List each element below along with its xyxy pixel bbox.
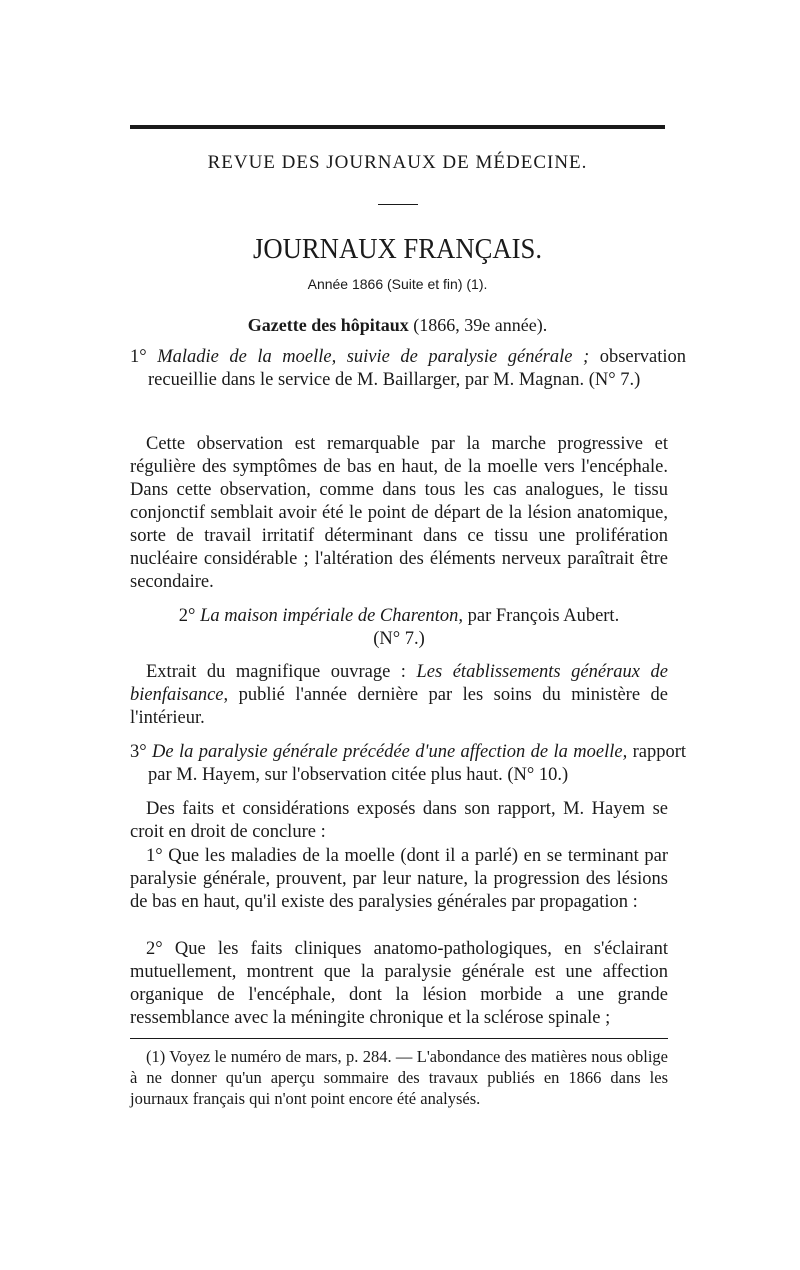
item1-rest: observation recueillie dans le service de M. Baillarger, par M. Magnan. (N° 7.) — [148, 347, 687, 390]
item2-body-end: , publié l'année dernière par les soins du ministère de l'intérieur. — [130, 685, 668, 728]
gazette-name: Gazette des hôpitaux — [247, 315, 409, 335]
item2-ref: (N° 7.) — [373, 629, 425, 649]
year-line: Année 1866 (Suite et fin) (1). — [307, 276, 488, 292]
item2-heading — [130, 605, 668, 651]
item1-title: Maladie de la moelle, suivie de paralysie générale ; — [157, 347, 590, 367]
footnote: (1) Voyez le numéro de mars, p. 284. — L'abondance des matières nous oblige à ne donner qu'un aperçu sommaire des travaux publiés en 1866 dans les journaux français qui n'ont point encore été analysés. — [130, 1047, 668, 1108]
item2-title: La maison impériale de Charenton, — [200, 606, 464, 626]
item2-number: 2° — [178, 606, 196, 626]
top-rule — [130, 125, 665, 129]
item2-body — [130, 661, 668, 730]
item3-point1: 1° Que les maladies de la moelle (dont il a parlé) en se terminant par paralysie générale, prouvent, par leur nature, la progression des lésions de bas en haut, qu'il existe des paralysies générales par propagation : — [130, 846, 668, 912]
running-head: REVUE DES JOURNAUX DE MÉDECINE. — [207, 152, 588, 173]
item1-heading — [130, 346, 686, 392]
item2-body-italic: Les établissements généraux de bienfaisance — [130, 662, 668, 705]
item2-body-start: Extrait du magnifique ouvrage : — [146, 662, 417, 682]
item3-heading — [130, 741, 686, 787]
title-divider — [378, 204, 418, 205]
item1-number: 1° — [130, 347, 147, 367]
section-title: JOURNAUX FRANÇAIS. — [252, 233, 543, 265]
item3-intro: Des faits et considérations exposés dans son rapport, M. Hayem se croit en droit de conclure : — [130, 799, 668, 842]
item3-number: 3° — [130, 742, 147, 762]
item1-body: Cette observation est remarquable par la marche progressive et régulière des symptômes de bas en haut, de la moelle vers l'encéphale. Dans cette observation, comme dans tous les cas analogues, le tissu conjonctif semblait avoir été le point de départ de la lésion anatomique, sorte de travail irritatif déterminant dans ce tissu une prolifération nucléaire considérable ; l'altération des éléments nerveux paraîtrait être secondaire. — [130, 434, 668, 592]
footnote-rule — [130, 1038, 668, 1039]
gazette-heading — [130, 315, 665, 336]
item3-rest: rapport par M. Hayem, sur l'observation citée plus haut. (N° 10.) — [148, 742, 687, 785]
item2-rest: par François Aubert. — [467, 606, 620, 626]
item3-title: De la paralysie générale précédée d'une affection de la moelle, — [152, 742, 628, 762]
item3-point2: 2° Que les faits cliniques anatomo-pathologiques, en s'éclairant mutuellement, montrent que la paralysie générale est une affection organique de l'encéphale, dont la lésion morbide a une grande ressemblance avec la méningite chronique et la sclérose spinale ; — [130, 939, 668, 1028]
gazette-detail: (1866, 39e année). — [413, 315, 548, 335]
